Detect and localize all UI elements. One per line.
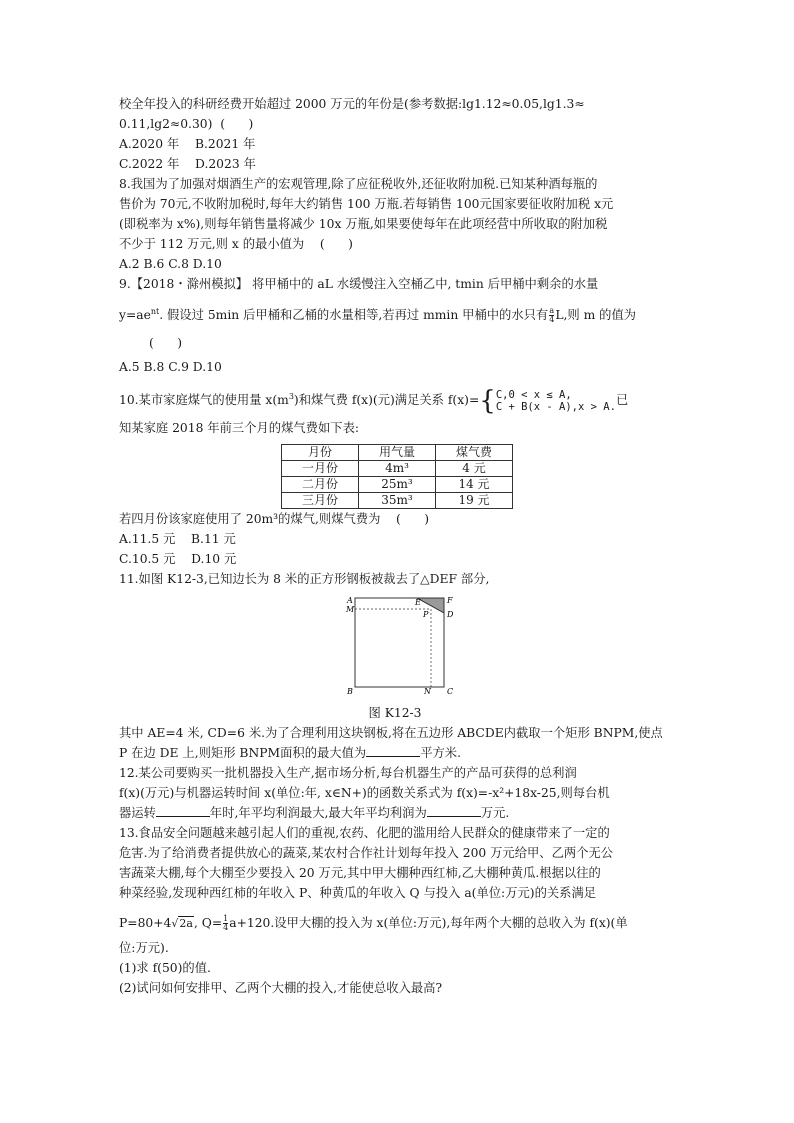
q10-option-b: B.11 元 — [191, 532, 236, 547]
q9-line2-text: . 假设过 5min 后甲桶和乙桶的水量相等,若再过 mmin 甲桶中的水只有 — [159, 308, 549, 323]
q11-line3 — [119, 743, 679, 763]
q7-option-c: C.2022 年 — [119, 157, 180, 171]
q12-line3-text: 器运转 — [119, 806, 156, 821]
table-cell: 二月份 — [282, 477, 359, 493]
q9-number: 9. — [119, 277, 131, 291]
label-b: B — [347, 687, 353, 697]
square-outline — [355, 598, 444, 687]
q10-line1 — [119, 383, 679, 414]
table-header-cell: 煤气费 — [436, 445, 513, 461]
gas-fee-table — [281, 444, 513, 509]
q10-line2: 知某家庭 2018 年前三个月的煤气费如下表: — [119, 421, 360, 436]
q7-option-b: B.2021 年 — [194, 137, 256, 151]
q9-fraction — [549, 307, 554, 324]
answer-blank — [427, 803, 481, 817]
q9-exponent: nt — [150, 307, 160, 316]
q7-stem-line2: 0.11,lg2≈0.30) ( ) — [119, 117, 254, 131]
q13-line3: 害蔬菜大棚,每个大棚至少要投入 20 万元,其中甲大棚种西红柿,乙大棚种黄瓜.根据以往的 — [119, 866, 601, 881]
q10-cubic-sup: 3 — [288, 392, 294, 402]
q9-line1-text: 将甲桶中的 aL 水缓慢注入空桶乙中, tmin 后甲桶中剩余的水量 — [248, 277, 599, 291]
q9-line2-end: L,则 m 的值为 — [555, 308, 637, 323]
q13-fraction-den: 4 — [223, 923, 229, 933]
q7-option-d: D.2023 年 — [195, 157, 256, 171]
label-n: N — [424, 687, 431, 697]
table-cell: 4m³ — [359, 461, 436, 477]
sqrt-expression: √2a — [171, 917, 193, 931]
q8-line1: 8.我国为了加强对烟酒生产的宏观管理,除了应征税收外,还征收附加税.已知某种酒每瓶的 — [119, 177, 598, 191]
q12-line3 — [119, 803, 679, 823]
q12-line2: f(x)(万元)与机器运转时间 x(单位:年, x∈N+)的函数关系式为 f(x)=-x²+18x-25,则每台机 — [119, 786, 610, 801]
q11-line3-end: 平方米. — [420, 746, 461, 761]
table-row — [282, 461, 513, 477]
answer-blank — [366, 743, 420, 757]
q10-option-c: C.10.5 元 — [119, 552, 176, 567]
q8-line3: (即税率为 x%),则每年销售量将减少 10x 万瓶,如果要使每年在此项经营中所收取的附加税 — [119, 217, 608, 231]
q10-line1-text: 10.某市家庭煤气的使用量 x(m — [119, 393, 289, 408]
q13-fraction — [223, 915, 228, 932]
table-header-cell: 用气量 — [359, 445, 436, 461]
q10-line1-end: 已 — [615, 393, 629, 408]
q12-line3-end: 万元. — [480, 806, 510, 821]
table-cell: 19 元 — [436, 493, 513, 509]
q10-case-1: C,0 < x ≤ A, — [495, 388, 572, 401]
q10-line3: 若四月份该家庭使用了 20m³的煤气,则煤气费为 ( ) — [119, 512, 430, 527]
table-cell: 4 元 — [436, 461, 513, 477]
q7-option-a: A.2020 年 — [119, 137, 180, 151]
q10-options-row1 — [119, 529, 679, 549]
answer-blank — [156, 803, 210, 817]
q13-line5 — [119, 909, 679, 938]
q10-options-row2 — [119, 549, 679, 569]
q13-line1: 13.食品安全问题越来越引起人们的重视,农药、化肥的滥用给人民群众的健康带来了一定的 — [119, 826, 610, 841]
label-e: E — [415, 598, 421, 608]
q10-piecewise — [479, 385, 616, 416]
q8-line4: 不少于 112 万元,则 x 的最小值为 ( ) — [119, 237, 353, 251]
table-header-row — [282, 445, 513, 461]
q13-formula-p: P=80+4 — [119, 916, 172, 931]
q10-line1-text2: )和煤气费 f(x)(元)满足关系 f(x)= — [293, 393, 480, 408]
q10-cases — [496, 389, 616, 413]
q8-options: A.2 B.6 C.8 D.10 — [119, 257, 222, 271]
q10-brace-icon: { — [479, 385, 496, 416]
q9-line2 — [119, 298, 679, 329]
q9-formula: y=ae — [119, 308, 151, 323]
q9-line1 — [119, 274, 679, 294]
label-d: D — [447, 610, 454, 620]
q13-formula-sep: , Q= — [193, 916, 223, 931]
q13-line5-text: a+120.设甲大棚的投入为 x(单位:万元),每年两个大棚的总收入为 f(x)(单 — [229, 916, 628, 931]
sqrt-radicand: 2a — [179, 917, 193, 931]
q10-option-a: A.11.5 元 — [119, 532, 176, 547]
q13-fraction-num: 1 — [223, 914, 229, 924]
q13-subquestion-2: (2)试问如何安排甲、乙两个大棚的投入,才能使总收入最高? — [119, 981, 443, 996]
q7-options-row2 — [119, 154, 679, 174]
q12-line3-mid: 年时,年平均利润最大,最大年平均利润为 — [209, 806, 427, 821]
label-m: M — [346, 605, 355, 615]
table-cell: 一月份 — [282, 461, 359, 477]
q13-line4: 种菜经验,发现种西红柿的年收入 P、种黄瓜的年收入 Q 与投入 a(单位:万元)的关系满足 — [119, 886, 597, 901]
q12-line1: 12.某公司要购买一批机器投入生产,据市场分析,每台机器生产的产品可获得的总利润 — [119, 766, 577, 781]
table-row — [282, 493, 513, 509]
label-f: F — [447, 596, 453, 606]
q11-figure — [119, 593, 679, 703]
q9-fraction-num: a — [549, 306, 555, 316]
q13-line2: 危害.为了给消费者提供放心的蔬菜,某农村合作社计划每年投入 200 万元给甲、乙两个无公 — [119, 846, 614, 861]
table-row — [282, 477, 513, 493]
q10-case-2: C + B(x - A),x > A. — [495, 400, 616, 413]
label-a: A — [347, 596, 353, 606]
q13-line6: 位:万元). — [119, 941, 169, 956]
q7-options-row1 — [119, 134, 679, 154]
q11-line2: 其中 AE=4 米, CD=6 米.为了合理利用这块钢板,将在五边形 ABCDE内截取一个矩形 BNPM,使点 — [119, 726, 663, 741]
table-header-cell: 月份 — [282, 445, 359, 461]
q9-source-tag: 【2018・滁州模拟】 — [130, 277, 249, 291]
table-cell: 14 元 — [436, 477, 513, 493]
label-p: P — [423, 610, 429, 620]
q9-answer-paren: ( ) — [149, 336, 183, 351]
q11-line1: 11.如图 K12-3,已知边长为 8 米的正方形钢板被裁去了△DEF 部分, — [119, 572, 490, 587]
table-cell: 三月份 — [282, 493, 359, 509]
q13-subquestion-1: (1)求 f(50)的值. — [119, 961, 211, 976]
square-plate-diagram — [328, 593, 468, 701]
q9-options: A.5 B.8 C.9 D.10 — [119, 360, 222, 375]
table-cell: 35m³ — [359, 493, 436, 509]
q10-option-d: D.10 元 — [191, 552, 237, 567]
table-cell: 25m³ — [359, 477, 436, 493]
q9-fraction-den: 4 — [549, 315, 555, 325]
q7-stem-line1: 校全年投入的科研经费开始超过 2000 万元的年份是(参考数据:lg1.12≈0.05,lg1.3≈ — [119, 97, 585, 111]
label-c: C — [447, 687, 454, 697]
worksheet-page — [119, 94, 679, 998]
q8-line2: 售价为 70元,不收附加税时,每年大约销售 100 万瓶.若每销售 100元国家要征收附加税 x元 — [119, 197, 614, 211]
figure-caption: 图 K12-3 — [368, 706, 422, 721]
q11-line3-text: P 在边 DE 上,则矩形 BNPM面积的最大值为 — [119, 746, 367, 761]
